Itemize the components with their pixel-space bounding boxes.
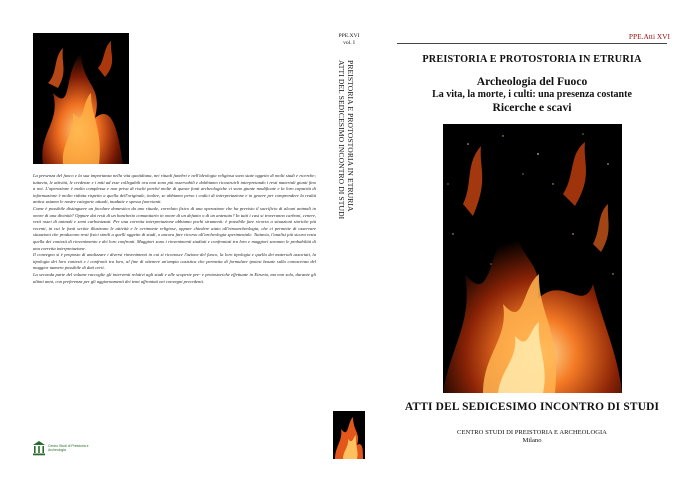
publisher-logo [32,440,92,458]
front-cover-fire-image [443,124,622,393]
temple-logo-icon [32,440,46,456]
spine-title [333,60,355,400]
blurb-paragraph: La presenza del fuoco e la sua importanza nella vita quotidiana, nei rituali funebri e nell'ideologia religiosa sono state oggetto di molti studi e ricerche; tuttavia, le attività, le credenze e i miti ad esse collegabili ora non sono più osservabili e dobbiamo ricostruirli interpretando i resti materiali giunti fino a noi. L'operazione è molto complessa e non priva di rischi perché molte di queste fonti archeologiche ci sono giunte modificate e la loro capacità di informazione è molto ridotta rispetto a quella dell'originale, inoltre, se abbiamo perso i codici di interpretazione e in genere per comprendere la realtà antica usiamo le nostre categorie attuali, inadatte e spesso fuorvianti. [33,173,316,205]
fire-illustration [443,124,622,393]
back-cover-fire-image [33,33,129,164]
blurb-paragraph: Come è possibile distinguere un focolare domestico da uno rituale, correlato fisico di una operazione che ha previsto il sacrificio di alcuni animali in onore di una divinità? Oppure dai resti di un banchetto comunitario in onore di un defunto o di un antenato? In tutti i casi si troveranno carboni, cenere, resti ossei di animali e semi carbonizzati. Per una corretta interpretazione abbiamo pochi strumenti: è possibile fare ricorso a situazioni storiche più recenti, in cui le fonti scritte illustrano le attività e le cerimonie religiose, oppure chiedere aiuto all'etnoarcheologia, che ci permette di osservare situazioni che producono resti fisici simili a quelli oggetto di studi, o ancora fare ricorso all'archeologia sperimentale. Tuttavia, l'analisi più sicura resta quella dei contesti di rinvenimento e dei loro confronti. Maggiori sono i rinvenimenti studiati e confrontati tra loro e maggiori saranno le probabilità di una corretta interpretazione. [33,205,316,251]
proceedings-title: ATTI DEL SEDICESIMO INCONTRO DI STUDI [404,401,660,413]
fire-illustration [33,33,129,164]
book-subtitle: Archeologia del Fuoco [476,75,588,88]
publisher-city: Milano [522,436,542,444]
spine-series: PPE.XVI [338,33,360,39]
publisher-name: CENTRO STUDI DI PREISTORIA E ARCHEOLOGIA [457,429,607,436]
blurb-paragraph: Il convegno si è proposto di analizzare i diversi rinvenimenti in cui si riconosce l'azione del fuoco, la loro tipologia e quella dei materiali associati, la tipologia dei loro contesti e i confronti tra loro, al fine di ottenere un'ampia casistica che permetta di formulare ipotesi basate sulla conoscenza del maggior numero possibile di dati certi. [33,252,316,271]
book-subtitle-2: La vita, la morte, i culti: una presenza costante [432,89,632,100]
front-series-label: PPE.Atti XVI [628,32,670,41]
back-cover-blurb [33,173,316,285]
spine-line-1: PREISTORIA E PROTOSTORIA IN ETRURIA [346,60,355,212]
spine-fire-thumbnail [333,411,365,459]
publisher-block [397,429,667,444]
book-subtitle-3: Ricerche e scavi [492,101,572,114]
spine-volume: vol. I [343,40,355,46]
book-title: PREISTORIA E PROTOSTORIA IN ETRURIA [422,54,642,65]
logo-text: Centro Studi di Preistoria e Archeologia [48,444,89,453]
spine-line-2: ATTI DEL SEDICESIMO INCONTRO DI STUDI [336,60,346,220]
blurb-paragraph: La seconda parte del volume raccoglie gli interventi relativi agli studi e alle scoperte pre- e protostoriche effettuate in Etruria, ma non solo, durante gli ultimi anni, con preferenza per gli aggiornamenti dei temi affrontati nei convegni precedenti. [33,271,316,284]
spine-header [336,33,362,47]
header-divider [397,43,667,44]
